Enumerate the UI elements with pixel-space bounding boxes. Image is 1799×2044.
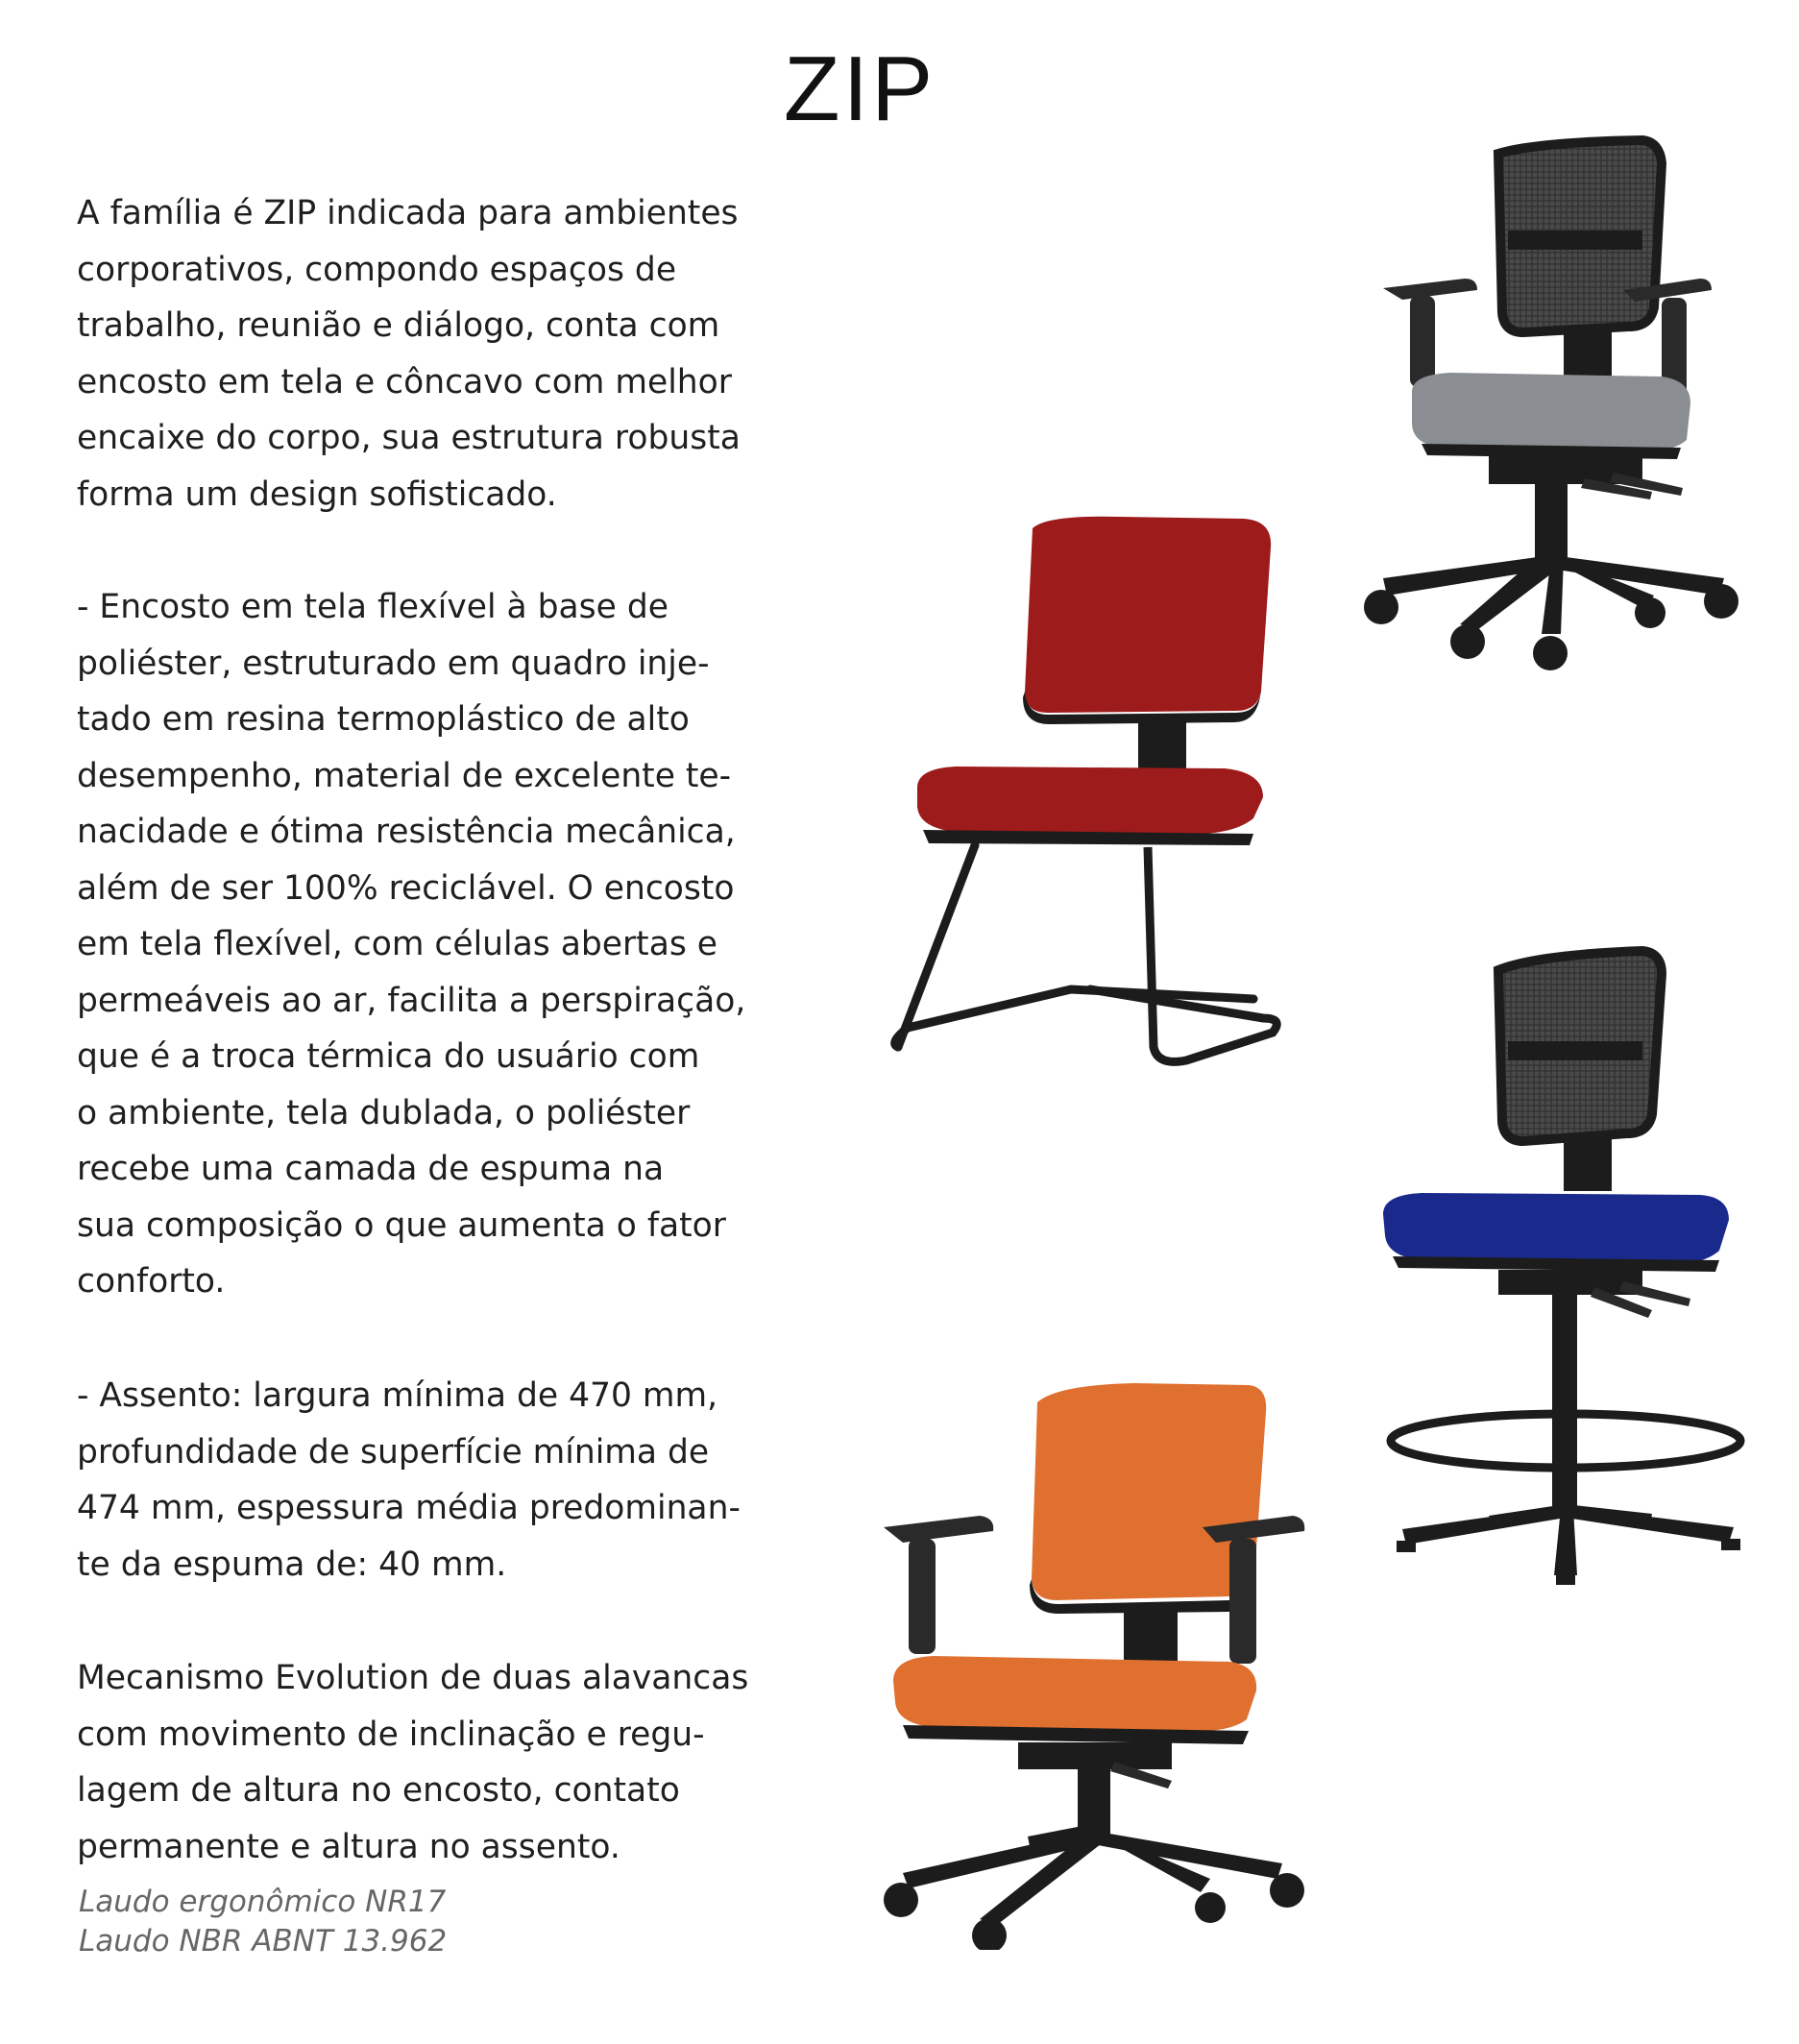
text-line: trabalho, reunião e diálogo, conta com bbox=[77, 306, 720, 345]
text-line: em tela flexível, com células abertas e bbox=[77, 925, 718, 963]
text-line: além de ser 100% reciclável. O encosto bbox=[77, 868, 735, 908]
text-line: corporativos, compondo espaços de bbox=[77, 250, 677, 289]
text-line: lagem de altura no encosto, contato bbox=[77, 1771, 680, 1810]
text-line: profundidade de superfície mínima de bbox=[77, 1432, 710, 1472]
chair-blue-mesh-stool-image bbox=[1364, 941, 1767, 1614]
text-line: tado em resina termoplástico de alto bbox=[77, 700, 690, 739]
text-line: A família é ZIP indicada para ambientes bbox=[77, 194, 739, 232]
chair-gray-mesh-swivel-image bbox=[1345, 134, 1767, 682]
text-line: encaixe do corpo, sua estrutura robusta bbox=[77, 419, 741, 457]
text-line: desempenho, material de excelente te- bbox=[77, 756, 732, 795]
mechanism-paragraph bbox=[77, 1650, 845, 1875]
certifications bbox=[79, 1883, 447, 1961]
text-line: poliéster, estruturado em quadro inje- bbox=[77, 644, 710, 683]
chair-red-sled-image bbox=[869, 509, 1311, 1085]
backrest-paragraph bbox=[77, 579, 845, 1310]
chair-orange-swivel-image bbox=[845, 1374, 1345, 1950]
text-line: - Assento: largura mínima de 470 mm, bbox=[77, 1376, 718, 1415]
text-line: encosto em tela e côncavo com melhor bbox=[77, 362, 732, 402]
text-line: te da espuma de: 40 mm. bbox=[77, 1545, 507, 1584]
text-line: permeáveis ao ar, facilita a perspiração, bbox=[77, 981, 746, 1020]
intro-paragraph bbox=[77, 185, 845, 523]
text-line: com movimento de inclinação e regu- bbox=[77, 1715, 705, 1754]
text-line: recebe uma camada de espuma na bbox=[77, 1150, 665, 1188]
certification-nbr: Laudo NBR ABNT 13.962 bbox=[79, 1924, 448, 1959]
text-line: 474 mm, espessura média predominan- bbox=[77, 1489, 741, 1527]
text-line: que é a troca térmica do usuário com bbox=[77, 1037, 700, 1076]
page-title: ZIP bbox=[783, 37, 936, 140]
seat-paragraph bbox=[77, 1368, 845, 1593]
certification-nr17: Laudo ergonômico NR17 bbox=[79, 1885, 447, 1919]
text-line: Mecanismo Evolution de duas alavancas bbox=[77, 1659, 749, 1697]
text-line: o ambiente, tela dublada, o poliéster bbox=[77, 1093, 691, 1132]
text-line: forma um design sofisticado. bbox=[77, 474, 557, 514]
text-line: permanente e altura no assento. bbox=[77, 1827, 620, 1866]
text-line: sua composição o que aumenta o fator bbox=[77, 1205, 726, 1245]
text-line: nacidade e ótima resistência mecânica, bbox=[77, 813, 736, 851]
text-line: - Encosto em tela flexível à base de bbox=[77, 588, 669, 626]
text-line: conforto. bbox=[77, 1262, 226, 1301]
